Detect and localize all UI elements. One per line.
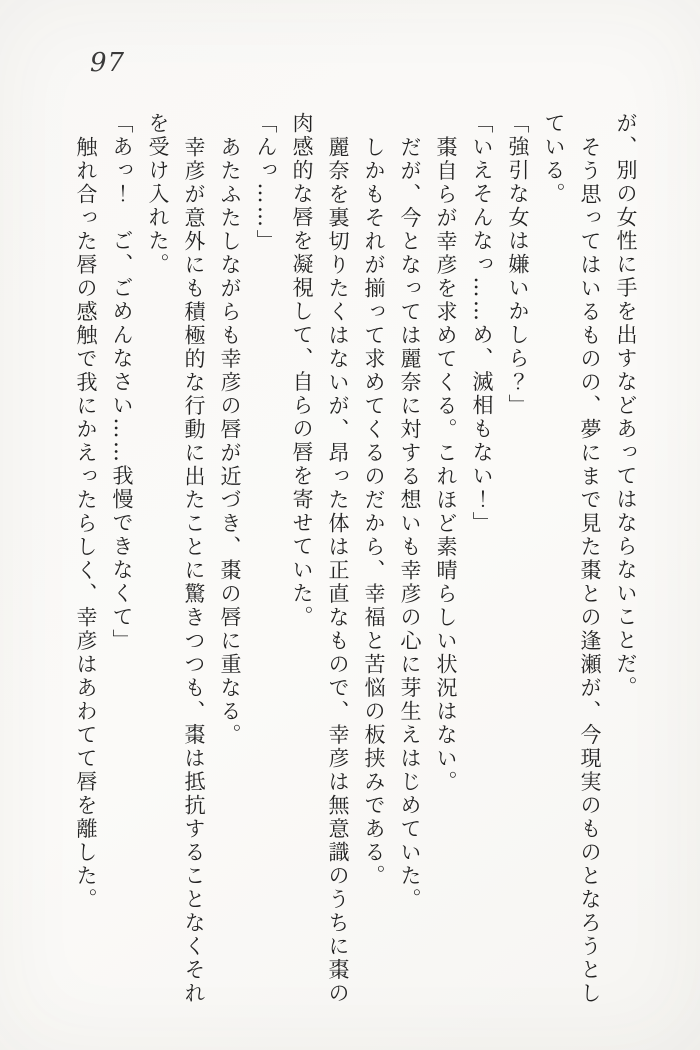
text-line: を受け入れた。 [146, 112, 170, 277]
text-line: 「あっ！ ご、ごめんなさい……我慢できなくて」 [110, 112, 134, 653]
text-line: 「んっ……」 [254, 112, 278, 253]
text-line: あたふたしながらも幸彦の唇が近づき、棗の唇に重なる。 [218, 136, 242, 747]
page-number: 97 [90, 48, 126, 78]
text-line: 肉感的な唇を凝視して、自らの唇を寄せていた。 [290, 112, 314, 629]
text-line: 「強引な女は嫌いかしら？」 [506, 112, 530, 418]
text-line: 触れ合った唇の感触で我にかえったらしく、幸彦はあわてて唇を離した。 [74, 136, 98, 912]
text-line: だが、今となっては麗奈に対する想いも幸彦の心に芽生えはじめていた。 [398, 136, 422, 912]
text-block [68, 112, 644, 1024]
text-line: が、別の女性に手を出すなどあってはならないことだ。 [614, 112, 638, 700]
text-line: 麗奈を裏切りたくはないが、昂った体は正直なもので、幸彦は無意識のうちに棗の [326, 136, 350, 1006]
text-line: 棗自らが幸彦を求めてくる。これほど素晴らしい状況はない。 [434, 136, 458, 794]
text-line: しかもそれが揃って求めてくるのだから、幸福と苦悩の板挟みである。 [362, 136, 386, 888]
text-line: 幸彦が意外にも積極的な行動に出たことに驚きつつも、棗は抵抗することなくそれ [182, 136, 206, 1006]
text-line: 「いえそんなっ……め、滅相もない！」 [470, 112, 494, 535]
text-line: ている。 [542, 112, 566, 206]
text-line: そう思ってはいるものの、夢にまで見た棗との逢瀬が、今現実のものとなろうとし [578, 136, 602, 1006]
